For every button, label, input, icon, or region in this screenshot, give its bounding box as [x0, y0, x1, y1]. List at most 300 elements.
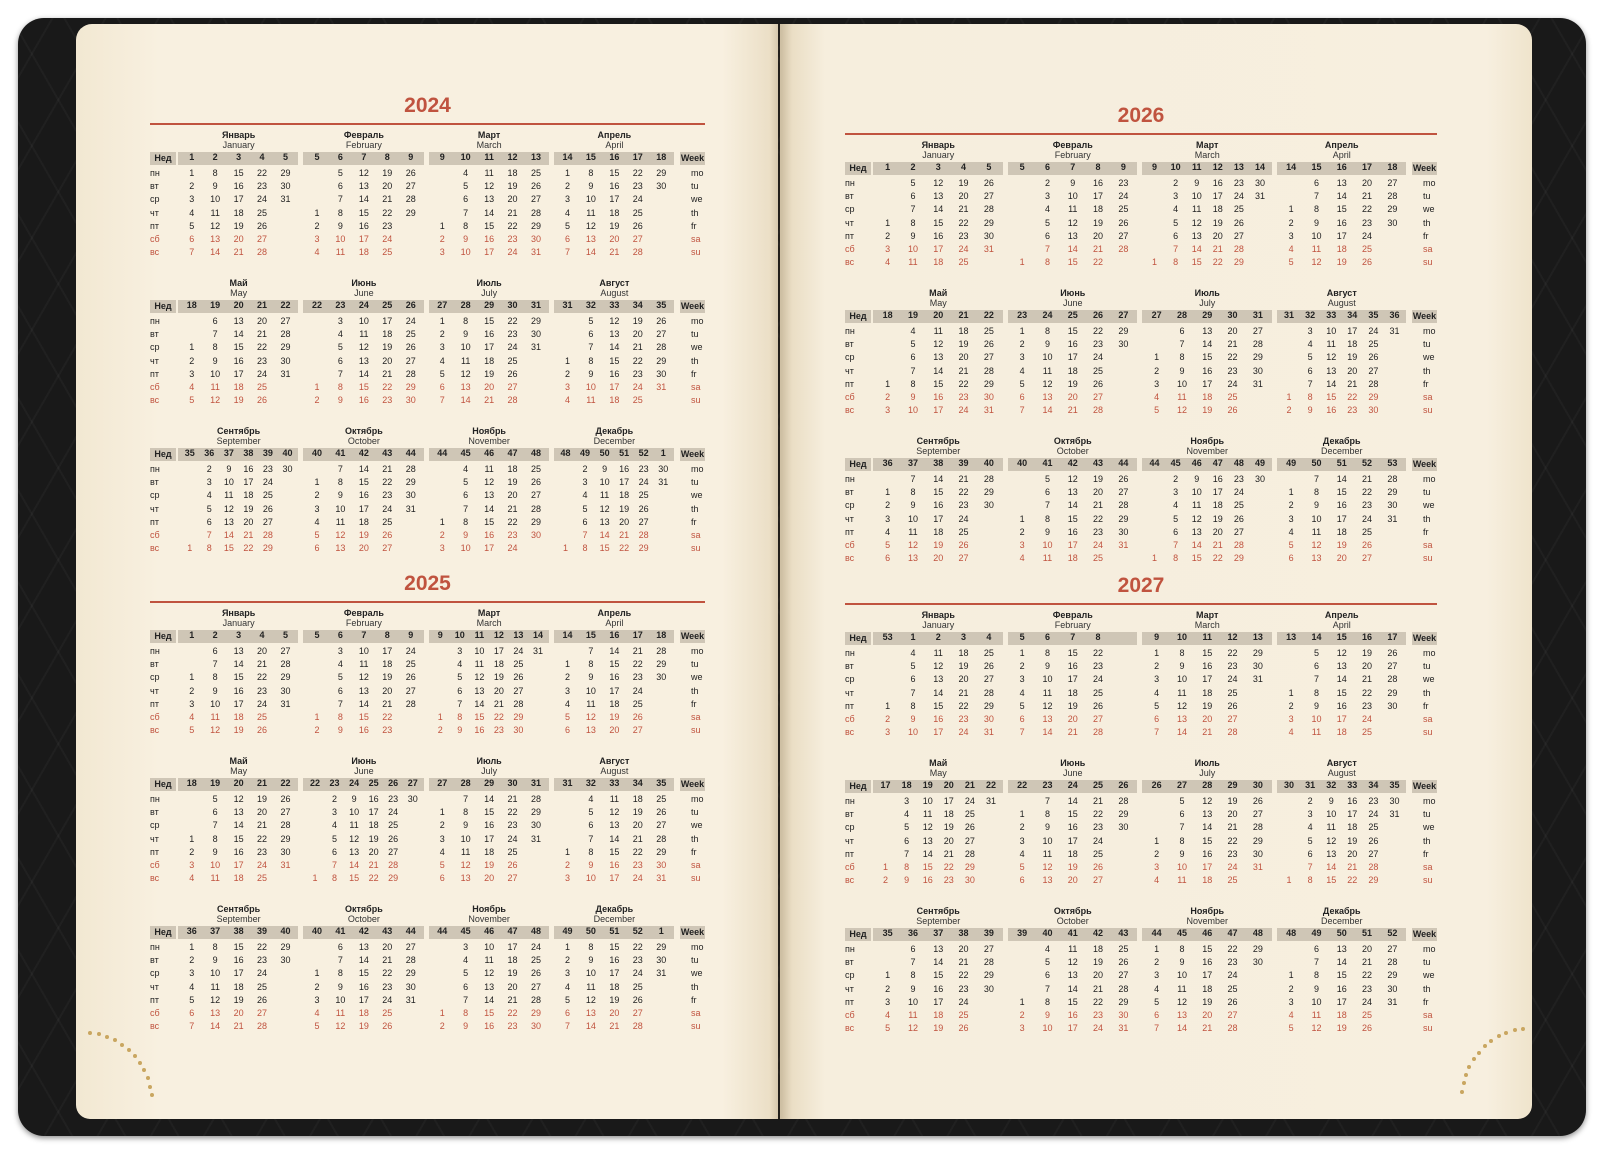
- calendar-day: 3: [1288, 996, 1294, 1007]
- calendar-day: 17: [233, 194, 244, 205]
- calendar-day: 6: [337, 942, 343, 952]
- gold-dot: [1464, 1073, 1468, 1077]
- calendar-day: 26: [1227, 996, 1238, 1007]
- gilded-corner-dots: [80, 1020, 170, 1100]
- calendar-day: 1: [314, 712, 320, 722]
- calendar-day: 2: [564, 860, 570, 870]
- calendar-day: 22: [1093, 996, 1104, 1007]
- calendar-day: 7: [588, 646, 594, 656]
- weekday-label-ru: пт: [150, 220, 159, 231]
- calendar-day: 13: [1176, 714, 1187, 724]
- calendar-day: 31: [1118, 1023, 1129, 1034]
- calendar-day: 13: [1042, 714, 1053, 724]
- week-number: 50: [1311, 458, 1322, 468]
- week-number: 51: [1336, 458, 1347, 468]
- calendar-day: 16: [1067, 822, 1078, 833]
- calendar-day: 14: [233, 329, 244, 340]
- week-number-header-ru: Нед: [150, 448, 176, 461]
- calendar-day: 31: [1252, 378, 1263, 389]
- calendar-day: 23: [257, 955, 268, 966]
- calendar-day: 2: [189, 955, 195, 966]
- week-number: 12: [1227, 632, 1238, 642]
- calendar-day: 30: [658, 464, 669, 474]
- month-name-en: July: [1199, 768, 1216, 778]
- calendar-day: 4: [1019, 553, 1025, 564]
- gold-dot: [1467, 1065, 1471, 1069]
- calendar-day: 9: [602, 464, 608, 474]
- calendar-day: 17: [358, 503, 369, 514]
- calendar-day: 11: [1177, 875, 1187, 886]
- week-number-header-en: Week: [1412, 633, 1437, 643]
- year-title: 2025: [404, 572, 451, 595]
- calendar-day: 24: [632, 968, 643, 979]
- week-number: 9: [408, 152, 414, 162]
- week-number: 48: [1233, 458, 1244, 468]
- calendar-day: 15: [474, 712, 485, 722]
- weekday-label-en: tu: [1423, 487, 1431, 498]
- calendar-day: 1: [1019, 996, 1025, 1007]
- calendar-day: 8: [588, 168, 594, 178]
- calendar-day: 17: [609, 685, 620, 696]
- calendar-day: 22: [257, 342, 268, 353]
- week-number: 32: [1305, 310, 1316, 320]
- week-number: 44: [405, 926, 416, 936]
- gold-dot: [148, 1085, 152, 1089]
- calendar-day: 28: [1118, 983, 1129, 994]
- calendar-day: 22: [1093, 648, 1104, 658]
- calendar-day: 17: [933, 727, 944, 738]
- calendar-day: 29: [656, 355, 667, 366]
- calendar-day: 9: [910, 983, 916, 994]
- calendar-day: 13: [484, 194, 495, 205]
- calendar-day: 12: [585, 220, 596, 231]
- calendar-day: 11: [1042, 365, 1053, 376]
- calendar-day: 24: [1368, 326, 1379, 336]
- weekday-label-en: we: [691, 194, 703, 205]
- calendar-day: 22: [1347, 392, 1358, 402]
- calendar-day: 21: [958, 204, 969, 215]
- calendar-day: 3: [314, 234, 320, 244]
- calendar-day: 7: [904, 848, 910, 859]
- calendar-day: 4: [1019, 848, 1025, 859]
- weekday-label-en: th: [1423, 217, 1431, 228]
- calendar-day: 17: [1336, 230, 1347, 241]
- calendar-day: 8: [337, 477, 343, 488]
- week-number: 34: [1368, 780, 1379, 790]
- calendar-day: 13: [933, 352, 944, 363]
- week-number: 15: [585, 630, 596, 640]
- month-name-en: August: [1327, 298, 1356, 308]
- month-name-en: June: [354, 766, 374, 776]
- calendar-day: 2: [885, 500, 891, 511]
- calendar-day: 22: [507, 516, 518, 527]
- calendar-day: 6: [457, 685, 463, 696]
- calendar-day: 31: [531, 833, 542, 844]
- calendar-day: 21: [368, 860, 379, 870]
- week-number: 49: [562, 926, 573, 936]
- weekday-label-ru: вс: [845, 405, 855, 416]
- calendar-day: 30: [407, 794, 418, 804]
- calendar-day: 3: [1288, 230, 1294, 241]
- weekday-label-ru: сб: [845, 540, 855, 550]
- calendar-day: 9: [1044, 526, 1050, 537]
- calendar-day: 30: [983, 230, 994, 241]
- calendar-day: 26: [632, 220, 643, 231]
- calendar-day: 14: [474, 698, 485, 709]
- calendar-day: 25: [1233, 500, 1244, 511]
- calendar-day: 25: [958, 1010, 969, 1020]
- calendar-day: 14: [585, 1021, 596, 1032]
- calendar-day: 4: [189, 873, 195, 884]
- calendar-day: 18: [382, 329, 393, 340]
- calendar-day: 2: [1288, 217, 1294, 228]
- calendar-day: 11: [1177, 392, 1187, 402]
- calendar-day: 5: [564, 712, 570, 722]
- week-number: 41: [1042, 458, 1053, 468]
- week-number: 37: [933, 928, 944, 938]
- week-number: 50: [1336, 928, 1347, 938]
- calendar-day: 16: [1326, 405, 1337, 416]
- calendar-day: 19: [958, 178, 969, 188]
- calendar-day: 7: [582, 530, 588, 540]
- month-name-ru: Март: [477, 130, 501, 140]
- calendar-day: 3: [1019, 540, 1025, 550]
- calendar-day: 26: [1118, 217, 1129, 228]
- weekday-label-en: mo: [1423, 474, 1436, 484]
- calendar-day: 5: [212, 794, 218, 804]
- calendar-day: 15: [609, 659, 620, 670]
- calendar-day: 17: [233, 968, 244, 979]
- week-number: 34: [1347, 310, 1358, 320]
- calendar-day: 27: [507, 873, 518, 884]
- week-number: 6: [1044, 632, 1050, 642]
- week-number: 25: [1067, 310, 1078, 320]
- calendar-day: 1: [1019, 257, 1025, 268]
- month-name: [1008, 436, 1139, 456]
- calendar-day: 29: [983, 217, 994, 228]
- calendar-day: 9: [1179, 365, 1185, 376]
- month-name-ru: Март: [1196, 610, 1219, 620]
- calendar-day: 23: [1368, 796, 1379, 806]
- calendar-day: 22: [958, 970, 969, 981]
- month-name-ru: Март: [477, 608, 501, 618]
- calendar-day: 8: [463, 316, 469, 326]
- calendar-day: 13: [1067, 230, 1078, 241]
- calendar-day: 10: [907, 513, 918, 524]
- calendar-day: 22: [382, 968, 393, 979]
- calendar-day: 12: [210, 725, 221, 736]
- calendar-day: 30: [531, 234, 542, 244]
- calendar-day: 19: [943, 822, 954, 833]
- calendar-day: 21: [382, 698, 393, 709]
- weekday-label-ru: чт: [150, 833, 159, 844]
- calendar-day: 13: [484, 981, 495, 992]
- calendar-day: 10: [585, 685, 596, 696]
- calendar-day: 16: [474, 725, 485, 736]
- week-number: 37: [210, 926, 221, 936]
- calendar-day: 7: [212, 820, 218, 831]
- calendar-day: 24: [507, 247, 518, 258]
- calendar-day: 27: [1093, 392, 1104, 402]
- week-number: 46: [1202, 928, 1213, 938]
- calendar-day: 12: [358, 168, 369, 178]
- calendar-day: 5: [582, 503, 588, 514]
- calendar-day: 20: [257, 646, 268, 656]
- calendar-day: 9: [337, 981, 343, 992]
- week-number: 10: [460, 152, 471, 162]
- month-name-en: January: [222, 140, 255, 150]
- calendar-day: 26: [262, 503, 273, 514]
- calendar-day: 27: [958, 553, 969, 564]
- week-number: 19: [922, 780, 933, 790]
- calendar-day: 27: [983, 674, 994, 685]
- calendar-day: 25: [1368, 822, 1379, 833]
- calendar-day: 16: [922, 875, 933, 886]
- calendar-day: 2: [1019, 661, 1025, 672]
- calendar-day: 10: [1326, 326, 1337, 336]
- weekday-label-ru: пн: [150, 942, 160, 952]
- calendar-day: 23: [507, 234, 518, 244]
- week-number-header-ru: Нед: [150, 926, 176, 939]
- calendar-day: 15: [484, 316, 495, 326]
- calendar-day: 15: [933, 700, 944, 711]
- week-number: 31: [1252, 310, 1263, 320]
- calendar-day: 10: [210, 194, 221, 205]
- weekday-label-ru: пн: [845, 796, 855, 806]
- calendar-day: 16: [1067, 339, 1078, 350]
- calendar-day: 12: [1176, 996, 1187, 1007]
- calendar-day: 20: [632, 329, 643, 340]
- calendar-day: 14: [358, 698, 369, 709]
- calendar-day: 12: [1311, 257, 1322, 268]
- gold-dot: [1483, 1044, 1487, 1048]
- calendar-day: 2: [885, 714, 891, 724]
- calendar-day: 23: [507, 329, 518, 340]
- week-number: 13: [1233, 162, 1244, 172]
- calendar-day: 21: [507, 207, 518, 218]
- calendar-day: 19: [609, 712, 620, 722]
- calendar-day: 9: [1307, 405, 1313, 416]
- week-number: 14: [1286, 162, 1297, 172]
- calendar-day: 26: [638, 503, 649, 514]
- calendar-day: 22: [493, 712, 504, 722]
- calendar-day: 19: [1067, 862, 1078, 872]
- calendar-day: 8: [1313, 687, 1319, 698]
- weekday-label-en: we: [1423, 822, 1435, 833]
- gold-dot: [1462, 1081, 1466, 1085]
- month-name: [1142, 610, 1273, 630]
- weekday-label-ru: сб: [150, 382, 160, 392]
- calendar-day: 27: [1093, 714, 1104, 724]
- calendar-day: 21: [382, 194, 393, 205]
- week-number: 21: [958, 310, 969, 320]
- week-number-header-en: Week: [1412, 929, 1437, 939]
- calendar-day: 5: [1288, 1023, 1294, 1034]
- week-number: 34: [632, 778, 643, 788]
- calendar-day: 16: [609, 672, 620, 683]
- calendar-day: 21: [484, 395, 495, 406]
- calendar-day: 24: [507, 543, 518, 554]
- week-number: 53: [882, 632, 893, 642]
- calendar-day: 28: [964, 848, 975, 859]
- weekday-label-en: sa: [1423, 540, 1433, 550]
- calendar-day: 18: [1336, 727, 1347, 738]
- calendar-day: 15: [1191, 257, 1202, 268]
- calendar-day: 31: [1252, 862, 1263, 872]
- calendar-day: 8: [337, 382, 343, 392]
- calendar-day: 15: [933, 217, 944, 228]
- calendar-day: 27: [1387, 178, 1398, 188]
- month-name-ru: Февраль: [1052, 140, 1093, 150]
- calendar-day: 13: [609, 329, 620, 340]
- calendar-day: 13: [933, 944, 944, 954]
- calendar-day: 1: [312, 873, 318, 884]
- calendar-day: 25: [513, 659, 524, 670]
- calendar-day: 29: [983, 487, 994, 498]
- calendar-day: 30: [405, 981, 416, 992]
- weekday-label-en: su: [691, 543, 701, 554]
- calendar-day: 12: [907, 1023, 918, 1034]
- month-name: [429, 426, 550, 446]
- calendar-day: 26: [1118, 474, 1129, 484]
- month-name-ru: Январь: [921, 610, 955, 620]
- calendar-day: 18: [1093, 204, 1104, 215]
- calendar-day: 18: [382, 659, 393, 670]
- calendar-day: 23: [958, 230, 969, 241]
- calendar-day: 19: [507, 181, 518, 192]
- calendar-day: 17: [1212, 191, 1223, 202]
- calendar-day: 5: [1173, 513, 1179, 524]
- calendar-day: 8: [457, 712, 463, 722]
- calendar-day: 9: [588, 672, 594, 683]
- calendar-day: 11: [474, 659, 485, 670]
- week-number-header-ru: Нед: [845, 780, 871, 793]
- calendar-day: 4: [1044, 944, 1050, 954]
- calendar-day: 11: [1042, 553, 1053, 564]
- weekday-label-en: tu: [691, 329, 699, 340]
- calendar-day: 31: [1252, 674, 1263, 685]
- week-number: 50: [585, 926, 596, 936]
- calendar-day: 23: [382, 490, 393, 501]
- calendar-day: 6: [212, 807, 218, 818]
- calendar-day: 28: [983, 687, 994, 698]
- weekday-label-ru: вт: [150, 329, 159, 340]
- calendar-day: 18: [1202, 983, 1213, 994]
- calendar-day: 29: [1387, 487, 1398, 498]
- calendar-day: 14: [358, 194, 369, 205]
- calendar-day: 14: [349, 860, 360, 870]
- weekday-label-en: su: [691, 395, 701, 406]
- calendar-day: 16: [609, 181, 620, 192]
- calendar-day: 10: [1067, 191, 1078, 202]
- calendar-day: 4: [904, 809, 910, 820]
- calendar-day: 16: [484, 329, 495, 340]
- weekday-label-ru: чт: [150, 685, 159, 696]
- calendar-day: 27: [1233, 526, 1244, 537]
- calendar-day: 20: [1227, 809, 1238, 820]
- calendar-day: 10: [1042, 540, 1053, 550]
- weekday-label-ru: вт: [845, 487, 854, 498]
- calendar-day: 26: [257, 220, 268, 231]
- calendar-day: 19: [632, 807, 643, 818]
- calendar-day: 5: [1173, 217, 1179, 228]
- calendar-day: 5: [337, 672, 343, 683]
- calendar-day: 14: [210, 247, 221, 258]
- weekday-label-en: tu: [691, 807, 699, 818]
- week-number: 39: [958, 458, 969, 468]
- calendar-day: 27: [257, 234, 268, 244]
- calendar-day: 25: [257, 873, 268, 884]
- month-name: [1008, 288, 1139, 308]
- week-number: 13: [1252, 632, 1263, 642]
- calendar-day: 20: [243, 516, 254, 527]
- calendar-day: 16: [1336, 217, 1347, 228]
- calendar-day: 18: [1212, 204, 1223, 215]
- calendar-day: 21: [1093, 796, 1104, 806]
- week-number: 4: [961, 162, 967, 172]
- week-number: 49: [580, 448, 591, 458]
- calendar-day: 13: [1336, 661, 1347, 672]
- calendar-day: 13: [233, 316, 244, 326]
- week-number-header-en: Week: [1412, 311, 1437, 321]
- weekday-label-en: we: [691, 672, 703, 683]
- weekday-label-ru: вс: [845, 1023, 855, 1034]
- calendar-day: 13: [358, 355, 369, 366]
- calendar-day: 31: [280, 698, 291, 709]
- calendar-day: 24: [1227, 970, 1238, 981]
- calendar-day: 4: [1307, 339, 1313, 350]
- calendar-day: 12: [922, 822, 933, 833]
- calendar-day: 25: [382, 247, 393, 258]
- calendar-day: 9: [904, 875, 910, 886]
- calendar-day: 25: [1093, 848, 1104, 859]
- calendar-day: 9: [212, 355, 218, 366]
- calendar-day: 27: [280, 646, 291, 656]
- calendar-day: 21: [958, 474, 969, 484]
- gold-dot: [1497, 1034, 1501, 1038]
- calendar-day: 9: [1044, 661, 1050, 672]
- calendar-day: 14: [233, 659, 244, 670]
- week-number: 29: [1202, 310, 1213, 320]
- calendar-day: 10: [907, 727, 918, 738]
- weekday-label-en: th: [691, 503, 699, 514]
- calendar-day: 23: [257, 685, 268, 696]
- month-name: [1142, 140, 1273, 160]
- calendar-day: 2: [1307, 796, 1313, 806]
- calendar-day: 20: [1212, 230, 1223, 241]
- calendar-day: 26: [531, 477, 542, 488]
- week-number: 36: [907, 928, 918, 938]
- month-name: [873, 288, 1004, 308]
- calendar-day: 15: [1067, 257, 1078, 268]
- calendar-day: 4: [314, 247, 320, 258]
- calendar-day: 17: [933, 244, 944, 254]
- calendar-day: 6: [1313, 944, 1319, 954]
- week-number: 14: [562, 152, 573, 162]
- calendar-day: 13: [1202, 809, 1213, 820]
- calendar-day: 16: [233, 685, 244, 696]
- calendar-day: 4: [332, 820, 338, 831]
- calendar-day: 12: [358, 342, 369, 353]
- calendar-day: 30: [656, 181, 667, 192]
- year-rule: [845, 603, 1437, 605]
- calendar-day: 25: [1233, 204, 1244, 215]
- calendar-day: 21: [1067, 727, 1078, 738]
- calendar-day: 18: [1202, 875, 1213, 886]
- calendar-day: 23: [382, 981, 393, 992]
- calendar-day: 25: [262, 490, 273, 501]
- gold-dot: [1489, 1039, 1493, 1043]
